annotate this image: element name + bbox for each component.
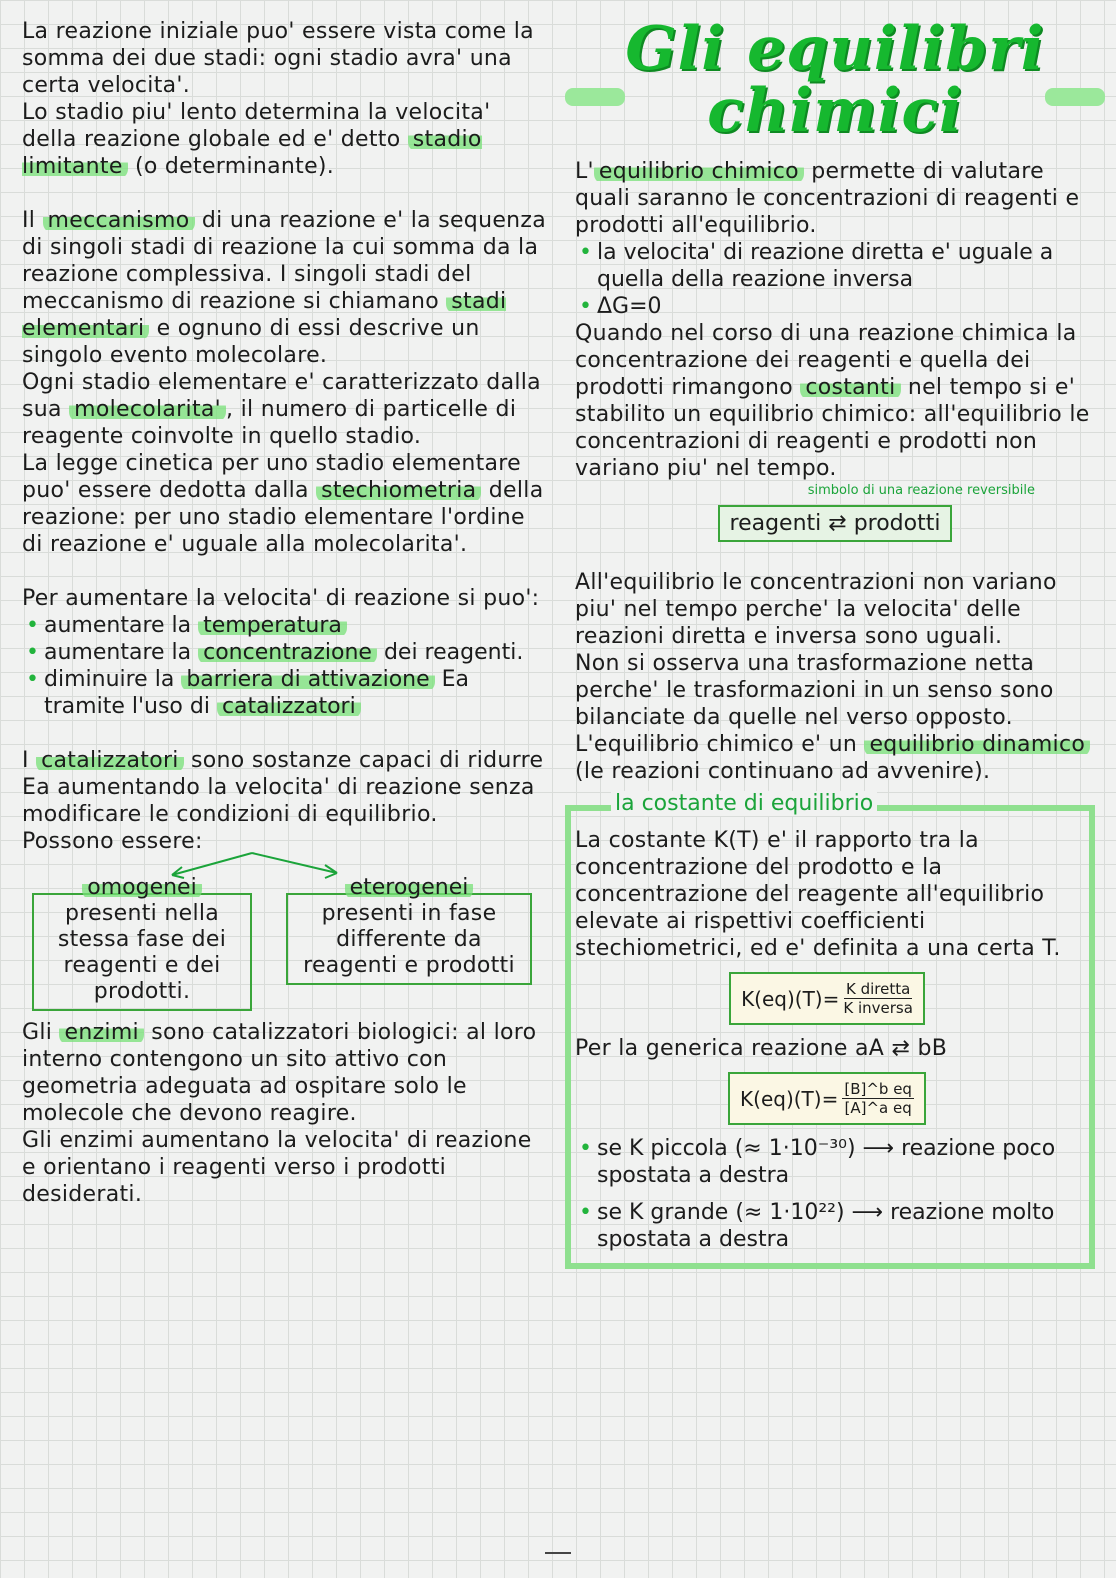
- paragraph-aumentare-velocita: Per aumentare la velocita' di reazione si puo':: [22, 586, 540, 611]
- paragraph-generica: Per la generica reazione aA ⇄ bB: [575, 1036, 948, 1061]
- formula-keq-ratio: [729, 972, 925, 1025]
- text: nel tempo si e' stabilito un equilibrio chimico: all'equilibrio le concentrazioni di reagenti e prodotti non variano piu' nel tempo.: [575, 375, 1090, 481]
- text: permette di valutare quali saranno le concentrazioni di reagenti e prodotti all'equilibrio.: [575, 159, 1080, 238]
- list-equilibrio: [575, 239, 1095, 320]
- highlight-catalizzatori-2: catalizzatori: [36, 748, 184, 773]
- left-column: [22, 18, 547, 1208]
- eterogenei-text: presenti in fase differente da reagenti e prodotti: [303, 901, 515, 978]
- text: L'equilibrio chimico e' un: [575, 732, 858, 757]
- text: La legge cinetica per uno stadio elementare puo' essere dedotta dalla: [22, 451, 522, 503]
- page-divider: [545, 1552, 571, 1554]
- highlight-molecolarita: molecolarita': [69, 397, 226, 422]
- reaction-box: reagenti ⇄ prodotti: [718, 505, 953, 542]
- title-line-1: Gli equilibri: [625, 14, 1045, 84]
- text: sono catalizzatori biologici: al loro interno contengono un sito attivo con geometria adeguata ad ospitare solo le molecole che devono reagire.: [22, 1020, 537, 1126]
- highlight-catalizzatori: catalizzatori: [217, 694, 361, 719]
- text: aumentare la: [44, 613, 192, 638]
- fraction: [842, 1080, 914, 1117]
- list-item: [22, 612, 547, 639]
- text: Lo stadio piu' lento determina la velocita' della reazione globale ed e' detto: [22, 100, 491, 152]
- box-omogenei: [32, 875, 252, 1011]
- text: I: [22, 748, 29, 773]
- text: sono sostanze capaci di ridurre Ea aumentando la velocita' di reazione senza modificare le condizioni di equilibrio.: [22, 748, 544, 827]
- paragraph-dinamico: [575, 731, 1095, 785]
- text: (o determinante).: [134, 154, 335, 179]
- reversible-note: simbolo di una reazione reversibile: [807, 483, 1035, 498]
- text: di una reazione e' la sequenza di singoli stadi di reazione la cui somma da la reazione complessiva. I singoli stadi del meccanismo di reazione si chiamano: [22, 208, 547, 314]
- label-omogenei: omogenei: [82, 875, 201, 900]
- paragraph-stadio-limitante: [22, 99, 547, 180]
- paragraph-possono-essere: Possono essere:: [22, 829, 203, 854]
- text: (le reazioni continuano ad avvenire).: [575, 759, 991, 784]
- paragraph-enzimi-2: Gli enzimi aumentano la velocita' di reazione e orientano i reagenti verso i prodotti desiderati.: [22, 1128, 532, 1207]
- highlight-stechiometria: stechiometria: [316, 478, 481, 503]
- right-column: [575, 14, 1095, 1269]
- list-item: [22, 666, 547, 720]
- paragraph-equilibrio: [575, 158, 1095, 239]
- list-aumentare-velocita: [22, 612, 547, 720]
- denominator: [A]^a eq: [844, 1099, 912, 1117]
- list-item: • se K piccola (≈ 1·10⁻³⁰) ⟶ reazione poco spostata a destra: [575, 1135, 1079, 1189]
- section-heading: la costante di equilibrio: [611, 791, 877, 816]
- paragraph-legge-cinetica: [22, 450, 547, 558]
- paragraph-enzimi: [22, 1019, 547, 1127]
- text: e ognuno di essi descrive un singolo evento molecolare.: [22, 316, 480, 368]
- highlight-barriera: barriera di attivazione: [181, 667, 434, 692]
- formula-left: K(eq)(T)=: [741, 986, 840, 1011]
- highlight-concentrazione: concentrazione: [198, 640, 377, 665]
- page-title: [575, 14, 1095, 158]
- highlight-equilibrio-chimico: equilibrio chimico: [594, 159, 804, 184]
- omogenei-text: presenti nella stessa fase dei reagenti e dei prodotti.: [57, 901, 227, 1004]
- highlight-stadio-limitante: stadio limitante: [22, 127, 482, 179]
- denominator: K inversa: [843, 999, 913, 1017]
- highlight-costanti: costanti: [800, 375, 900, 400]
- text: diminuire la: [44, 667, 175, 692]
- paragraph-velocita-uguali: All'equilibrio le concentrazioni non variano piu' nel tempo perche' la velocita' delle reazioni diretta e inversa sono uguali.: [575, 570, 1057, 649]
- numerator: [B]^b eq: [844, 1080, 912, 1098]
- highlight-enzimi: enzimi: [59, 1020, 143, 1045]
- list-item: • la velocita' di reazione diretta e' uguale a quella della reazione inversa: [575, 239, 1095, 293]
- title-band-right: [1045, 88, 1105, 106]
- text: della reazione: per uno stadio elementare l'ordine di reazione e' uguale alla molecolarita'.: [22, 478, 544, 557]
- title-line-2: chimici: [707, 76, 963, 146]
- text: Quando nel corso di una reazione chimica la concentrazione dei reagenti e quella dei prodotti rimangono: [575, 321, 1077, 400]
- highlight-equilibrio-dinamico: equilibrio dinamico: [864, 732, 1090, 757]
- equilibrium-constant-section: [565, 791, 1095, 1269]
- list-item: • ΔG=0: [575, 293, 1095, 320]
- paragraph-costanti: [575, 320, 1095, 482]
- highlight-temperatura: temperatura: [198, 613, 347, 638]
- paragraph-trasformazione: Non si osserva una trasformazione netta perche' le trasformazioni in un senso sono bilanciate da quelle nel verso opposto.: [575, 651, 1054, 730]
- text: aumentare la: [44, 640, 192, 665]
- box-eterogenei: [286, 875, 532, 985]
- paragraph-catalizzatori: [22, 747, 547, 828]
- paragraph-meccanismo: [22, 207, 547, 369]
- text: Ogni stadio elementare e' caratterizzato dalla sua: [22, 370, 541, 422]
- highlight-stadi-elementari: stadi elementari: [22, 289, 507, 341]
- text: , il numero di particelle di reagente coinvolte in quello stadio.: [22, 397, 517, 449]
- text: L': [575, 159, 594, 184]
- text: Gli: [22, 1020, 53, 1045]
- formula-keq-conc: [728, 1072, 926, 1125]
- list-item: [22, 639, 547, 666]
- text: Ea tramite l'uso di: [44, 667, 470, 719]
- paragraph-molecolarita: [22, 369, 547, 450]
- fraction: [843, 980, 913, 1017]
- text: Il: [22, 208, 36, 233]
- paragraph-costante: La costante K(T) e' il rapporto tra la concentrazione del prodotto e la concentrazione del reagente all'equilibrio elevate ai rispettivi coefficienti stechiometrici, ed e' definita a una certa T.: [575, 828, 1061, 961]
- formula-left: K(eq)(T)=: [740, 1086, 839, 1111]
- list-item: • se K grande (≈ 1·10²²) ⟶ reazione molto spostata a destra: [575, 1199, 1079, 1253]
- text: dei reagenti.: [383, 640, 524, 665]
- title-band-left: [565, 88, 625, 106]
- label-eterogenei: eterogenei: [345, 875, 474, 900]
- numerator: K diretta: [845, 980, 911, 998]
- paragraph-stadi: La reazione iniziale puo' essere vista come la somma dei due stadi: ogni stadio avra' una certa velocita'.: [22, 19, 534, 98]
- highlight-meccanismo: meccanismo: [43, 208, 195, 233]
- list-k-values: [575, 1135, 1079, 1253]
- catalyst-types-diagram: [22, 859, 547, 1019]
